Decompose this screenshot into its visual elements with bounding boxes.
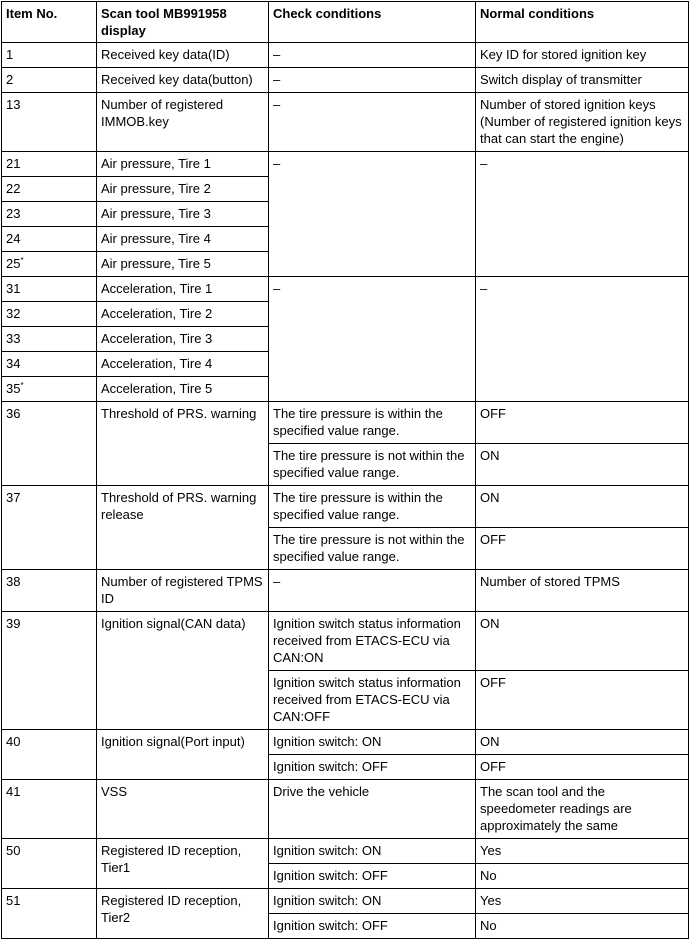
- display-name: Received key data(ID): [97, 43, 269, 68]
- normal-condition: Number of stored ignition keys (Number of registered ignition keys that can start the engine): [476, 93, 689, 152]
- table-row: [2, 93, 689, 152]
- check-condition: Ignition switch: OFF: [269, 864, 476, 889]
- item-no: 23: [2, 202, 97, 227]
- check-condition: The tire pressure is not within the specified value range.: [269, 444, 476, 486]
- item-no: 33: [2, 327, 97, 352]
- display-name: Acceleration, Tire 3: [97, 327, 269, 352]
- item-no: [2, 252, 97, 277]
- display-name: Threshold of PRS. warning release: [97, 486, 269, 570]
- header-normal-conditions: Normal conditions: [476, 2, 689, 43]
- display-name: Number of registered IMMOB.key: [97, 93, 269, 152]
- normal-condition: ON: [476, 486, 689, 528]
- item-number: 35: [6, 381, 21, 396]
- check-condition: –: [269, 68, 476, 93]
- normal-condition: ON: [476, 444, 689, 486]
- display-name: Ignition signal(CAN data): [97, 612, 269, 730]
- table-row: [2, 152, 689, 177]
- table-row: [2, 43, 689, 68]
- item-no: 31: [2, 277, 97, 302]
- normal-condition: No: [476, 864, 689, 889]
- item-no: 22: [2, 177, 97, 202]
- check-condition: –: [269, 93, 476, 152]
- display-name: Air pressure, Tire 2: [97, 177, 269, 202]
- normal-condition: The scan tool and the speedometer readings are approximately the same: [476, 780, 689, 839]
- item-no: 38: [2, 570, 97, 612]
- item-no: 40: [2, 730, 97, 780]
- normal-condition: OFF: [476, 528, 689, 570]
- table-row: [2, 612, 689, 671]
- table-row: [2, 730, 689, 755]
- normal-condition: –: [476, 152, 689, 277]
- table-row: [2, 839, 689, 864]
- check-condition: –: [269, 43, 476, 68]
- display-name: Ignition signal(Port input): [97, 730, 269, 780]
- normal-condition: OFF: [476, 755, 689, 780]
- display-name: Received key data(button): [97, 68, 269, 93]
- check-condition: Ignition switch: ON: [269, 730, 476, 755]
- footnote-mark: *: [20, 381, 24, 390]
- check-condition: –: [269, 277, 476, 402]
- check-condition: Ignition switch: ON: [269, 839, 476, 864]
- item-no: 41: [2, 780, 97, 839]
- normal-condition: ON: [476, 730, 689, 755]
- display-name: Acceleration, Tire 1: [97, 277, 269, 302]
- item-no: 34: [2, 352, 97, 377]
- item-no: 2: [2, 68, 97, 93]
- normal-condition: Yes: [476, 839, 689, 864]
- display-name: Threshold of PRS. warning: [97, 402, 269, 486]
- table-header-row: [2, 2, 689, 43]
- check-condition: Drive the vehicle: [269, 780, 476, 839]
- table-row: [2, 277, 689, 302]
- item-no: 36: [2, 402, 97, 486]
- header-check-conditions: Check conditions: [269, 2, 476, 43]
- table-row: [2, 570, 689, 612]
- footnote-mark: *: [20, 256, 24, 265]
- normal-condition: Number of stored TPMS: [476, 570, 689, 612]
- table-row: [2, 889, 689, 914]
- check-condition: –: [269, 152, 476, 277]
- table-row: [2, 402, 689, 444]
- item-no: 13: [2, 93, 97, 152]
- normal-condition: ON: [476, 612, 689, 671]
- display-name: Acceleration, Tire 5: [97, 377, 269, 402]
- item-no: 50: [2, 839, 97, 889]
- display-name: Number of registered TPMS ID: [97, 570, 269, 612]
- check-condition: Ignition switch: ON: [269, 889, 476, 914]
- check-condition: Ignition switch status information received from ETACS-ECU via CAN:OFF: [269, 671, 476, 730]
- display-name: Acceleration, Tire 4: [97, 352, 269, 377]
- normal-condition: –: [476, 277, 689, 402]
- header-item-no: Item No.: [2, 2, 97, 43]
- normal-condition: Yes: [476, 889, 689, 914]
- display-name: Registered ID reception, Tier1: [97, 839, 269, 889]
- item-no: 24: [2, 227, 97, 252]
- display-name: VSS: [97, 780, 269, 839]
- display-name: Air pressure, Tire 3: [97, 202, 269, 227]
- display-name: Air pressure, Tire 5: [97, 252, 269, 277]
- check-condition: The tire pressure is within the specified value range.: [269, 402, 476, 444]
- table-row: [2, 68, 689, 93]
- item-no: 21: [2, 152, 97, 177]
- normal-condition: OFF: [476, 402, 689, 444]
- table-row: [2, 780, 689, 839]
- check-condition: –: [269, 570, 476, 612]
- normal-condition: OFF: [476, 671, 689, 730]
- item-number: 25: [6, 256, 21, 271]
- normal-condition: Switch display of transmitter: [476, 68, 689, 93]
- normal-condition: Key ID for stored ignition key: [476, 43, 689, 68]
- check-condition: The tire pressure is within the specified value range.: [269, 486, 476, 528]
- table-row: [2, 486, 689, 528]
- display-name: Acceleration, Tire 2: [97, 302, 269, 327]
- item-no: 32: [2, 302, 97, 327]
- scan-tool-data-table: [1, 1, 689, 939]
- item-no: 39: [2, 612, 97, 730]
- check-condition: Ignition switch: OFF: [269, 914, 476, 939]
- check-condition: Ignition switch status information received from ETACS-ECU via CAN:ON: [269, 612, 476, 671]
- item-no: 51: [2, 889, 97, 939]
- display-name: Air pressure, Tire 1: [97, 152, 269, 177]
- item-no: [2, 377, 97, 402]
- display-name: Air pressure, Tire 4: [97, 227, 269, 252]
- check-condition: Ignition switch: OFF: [269, 755, 476, 780]
- check-condition: The tire pressure is not within the specified value range.: [269, 528, 476, 570]
- item-no: 37: [2, 486, 97, 570]
- display-name: Registered ID reception, Tier2: [97, 889, 269, 939]
- item-no: 1: [2, 43, 97, 68]
- normal-condition: No: [476, 914, 689, 939]
- header-display: Scan tool MB991958 display: [97, 2, 269, 43]
